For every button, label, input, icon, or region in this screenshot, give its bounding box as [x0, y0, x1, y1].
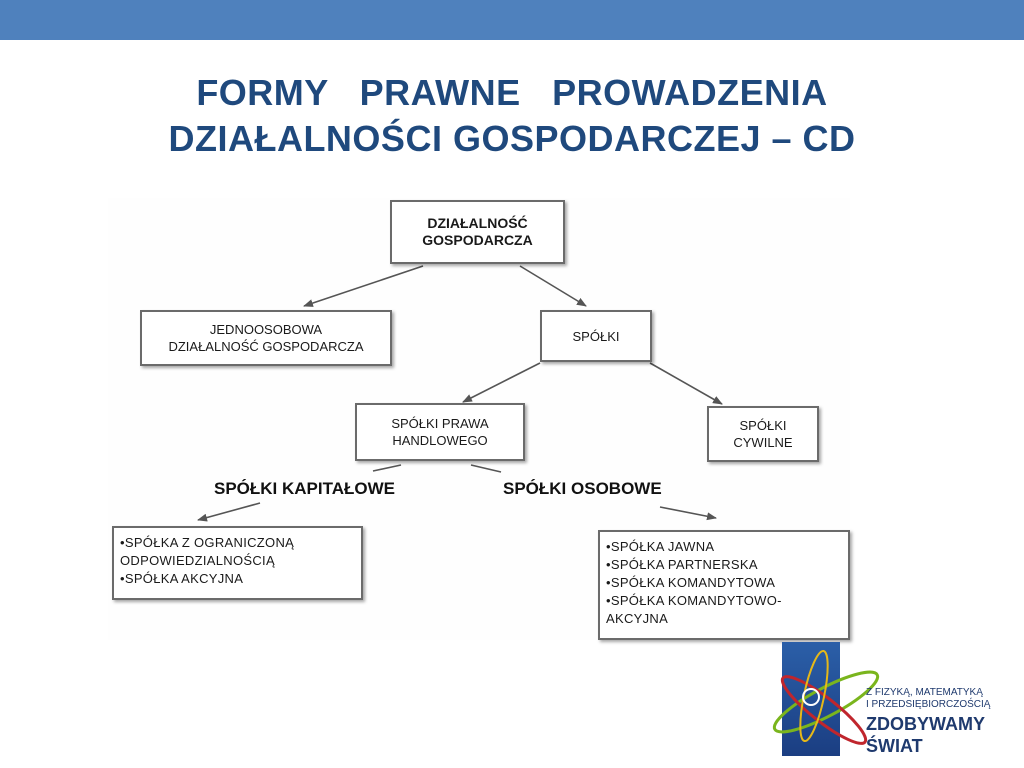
arrow-companies-to-civil — [650, 363, 722, 404]
list-item: •SPÓŁKA Z OGRANICZONĄ — [120, 535, 295, 550]
slide-title-line-2: DZIAŁALNOŚCI GOSPODARCZEJ – CD — [168, 118, 856, 159]
globe-icon — [802, 688, 820, 706]
capital-companies-label: SPÓŁKI KAPITAŁOWE — [214, 479, 396, 498]
slide-title — [100, 70, 924, 162]
sole-line-2: DZIAŁALNOŚĆ GOSPODARCZA — [168, 339, 364, 354]
sole-line-1: JEDNOOSOBOWA — [209, 322, 323, 337]
list-item: ODPOWIEDZIALNOŚCIĄ — [120, 553, 275, 568]
arrow-root-to-companies — [520, 266, 586, 306]
partnership-companies-list — [598, 530, 850, 640]
civil-line-2: CYWILNE — [733, 435, 793, 450]
logo-line-3: ZDOBYWAMY — [866, 714, 985, 734]
project-logo — [770, 640, 1024, 768]
partnership-companies-label: SPÓŁKI OSOBOWE — [503, 479, 662, 498]
line-commercial-to-capital — [373, 465, 401, 471]
civil-line-1: SPÓŁKI — [739, 418, 787, 433]
companies-label: SPÓŁKI — [572, 328, 620, 344]
companies-box — [540, 310, 652, 362]
line-commercial-to-partnership — [471, 465, 501, 472]
commercial-line-2: HANDLOWEGO — [392, 433, 488, 448]
header-band — [0, 0, 1024, 40]
list-item: •SPÓŁKA KOMANDYTOWO- — [606, 593, 782, 608]
list-item: •SPÓŁKA AKCYJNA — [120, 571, 244, 586]
commercial-law-box — [355, 403, 525, 461]
arrow-capital-to-list — [198, 503, 260, 520]
arrow-companies-to-commercial — [463, 363, 540, 402]
arrow-root-to-sole — [304, 266, 423, 306]
logo-line-4: ŚWIAT — [866, 736, 923, 756]
commercial-line-1: SPÓŁKI PRAWA — [391, 416, 489, 431]
list-item: •SPÓŁKA KOMANDYTOWA — [606, 575, 776, 590]
logo-line-2: I PRZEDSIĘBIORCZOŚCIĄ — [866, 699, 991, 710]
list-item: •SPÓŁKA PARTNERSKA — [606, 557, 758, 572]
org-diagram — [108, 198, 850, 640]
arrow-partnership-to-list — [660, 507, 716, 518]
list-item: •SPÓŁKA JAWNA — [606, 539, 715, 554]
slide-title-line-1: FORMY PRAWNE PROWADZENIA — [196, 72, 828, 113]
list-item: AKCYJNA — [606, 611, 669, 626]
sole-proprietorship-box — [140, 310, 392, 366]
root-line-1: DZIAŁALNOŚĆ — [427, 215, 528, 231]
civil-companies-box — [707, 406, 819, 462]
root-box — [390, 200, 565, 264]
logo-line-1: Z FIZYKĄ, MATEMATYKĄ — [866, 687, 983, 698]
capital-companies-list — [112, 526, 363, 600]
root-line-2: GOSPODARCZA — [422, 232, 533, 248]
